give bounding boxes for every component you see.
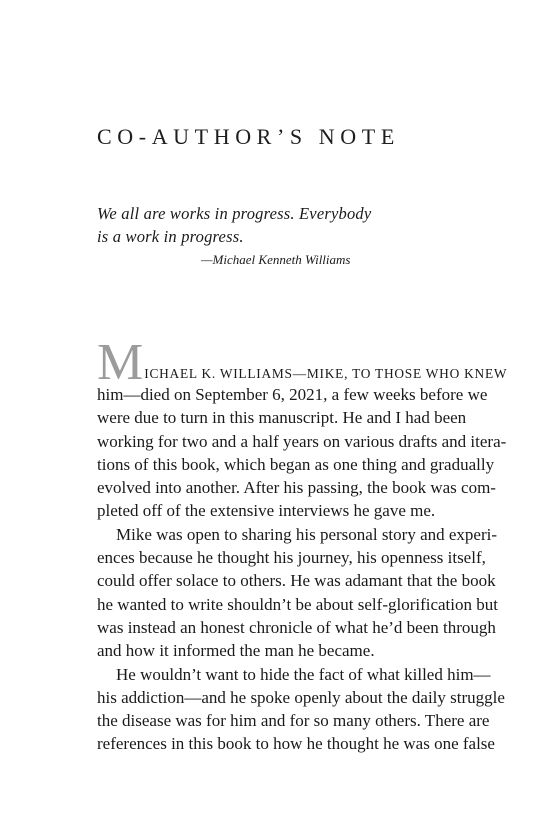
page-title: CO-AUTHOR’S NOTE	[97, 124, 400, 149]
text-line: pleted off of the extensive interviews he gave me.	[97, 501, 436, 521]
opening-line	[97, 334, 508, 391]
drop-cap: M	[97, 334, 144, 391]
text-line: he wanted to write shouldn’t be about self-glorification but	[97, 594, 498, 614]
text-line: He wouldn’t want to hide the fact of what killed him—	[116, 664, 491, 684]
text-line: was instead an honest chronicle of what he’d been through	[97, 617, 496, 637]
paragraph-3	[97, 663, 505, 756]
text-line: him—died on September 6, 2021, a few weeks before we	[97, 385, 488, 404]
text-line: working for two and a half years on various drafts and itera-	[97, 431, 507, 451]
text-line: the disease was for him and for so many others. There are	[97, 711, 490, 731]
text-line: evolved into another. After his passing, the book was com-	[97, 478, 496, 498]
epigraph-attribution: —Michael Kenneth Williams	[201, 252, 351, 267]
epigraph-line: is a work in progress.	[97, 227, 244, 246]
body-text	[97, 334, 508, 756]
epigraph-line: We all are works in progress. Everybody	[97, 204, 372, 223]
text-line: references in this book to how he thought he was one false	[97, 734, 495, 754]
paragraph-1	[97, 383, 507, 523]
text-line: were due to turn in this manuscript. He and I had been	[97, 408, 467, 428]
opening-smallcaps: ICHAEL K. WILLIAMS—MIKE, TO THOSE WHO KNEW	[144, 366, 508, 381]
epigraph	[97, 202, 397, 269]
text-line: and how it informed the man he became.	[97, 641, 375, 661]
text-line: Mike was open to sharing his personal story and experi-	[116, 524, 497, 544]
paragraph-2	[97, 523, 498, 663]
text-line: his addiction—and he spoke openly about the daily struggle	[97, 687, 505, 707]
text-line: tions of this book, which began as one thing and gradually	[97, 454, 495, 474]
text-line: could offer solace to others. He was adamant that the book	[97, 571, 496, 591]
text-line: ences because he thought his journey, his openness itself,	[97, 548, 486, 568]
